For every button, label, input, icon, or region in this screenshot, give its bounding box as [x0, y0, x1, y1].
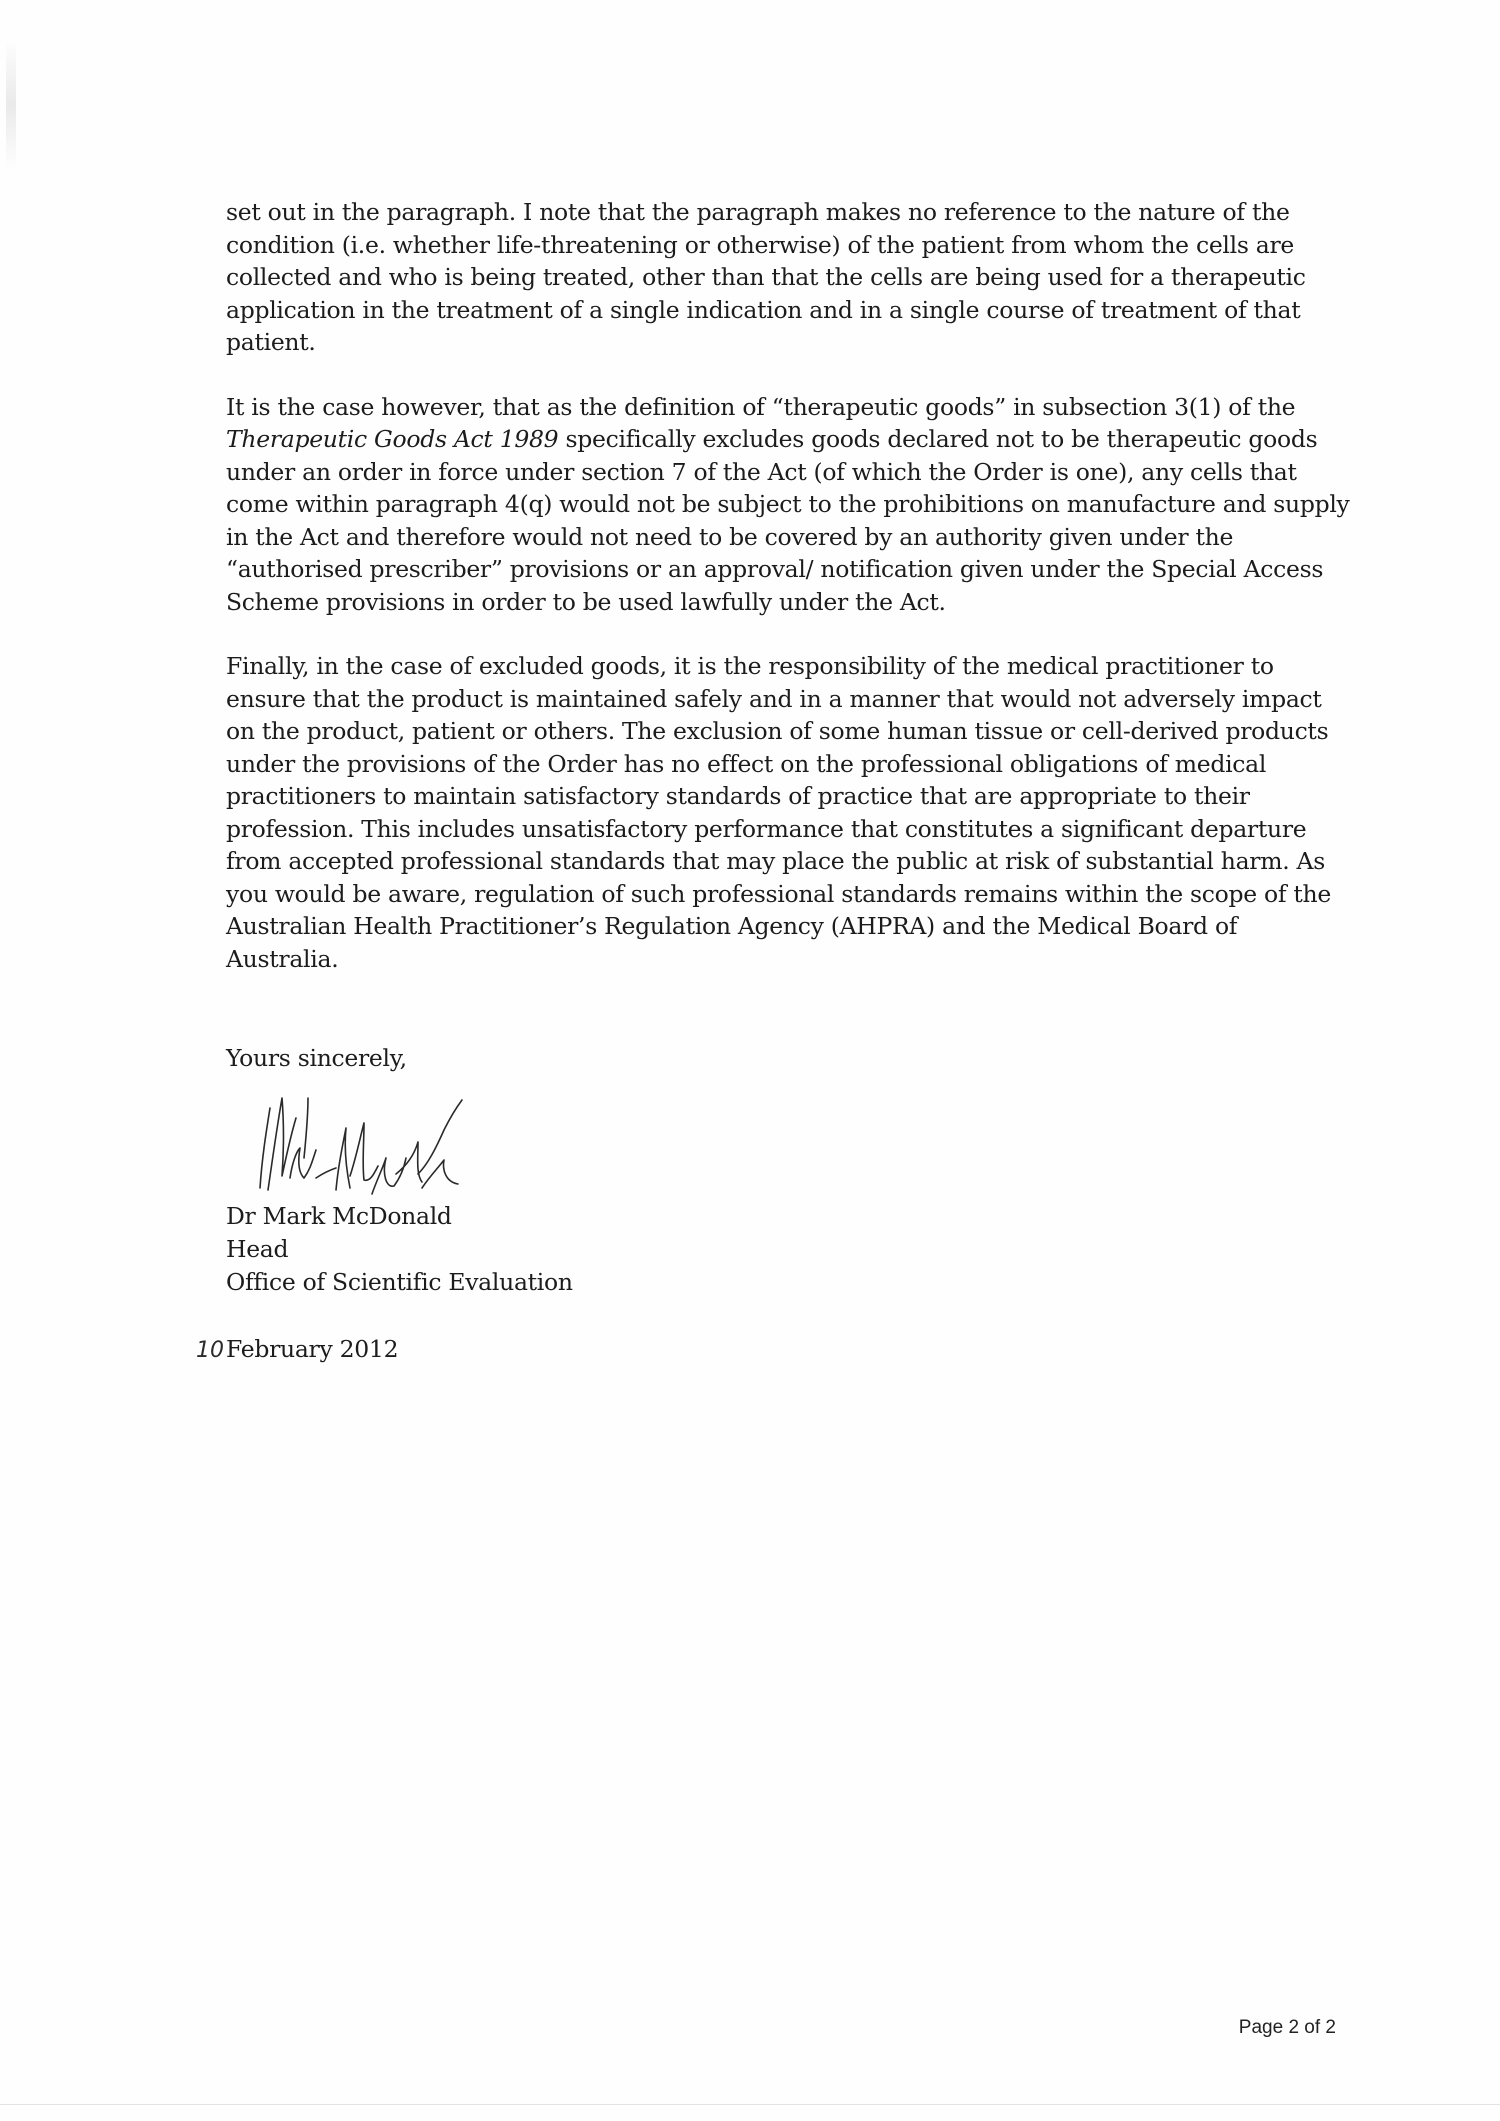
date-month-year: February 2012: [226, 1335, 399, 1363]
closing-salutation: Yours sincerely,: [226, 1044, 407, 1072]
paragraph-2-end: specifically excludes goods declared not to be therapeutic goods under an order in force under section 7 of the Act (of which the Order is one), any cells that come within paragraph 4(q) would not be subject to the prohibitions on manufacture and supply in the Act and therefore would not need to be covered by an authority given under the “authorised prescriber” provisions or an approval/ notification given under the Special Access Scheme provisions in order to be used lawfully under the Act.: [226, 425, 1350, 616]
paragraph-3: Finally, in the case of excluded goods, it is the responsibility of the medical practitioner to ensure that the product is maintained safely and in a manner that would not adversely impact on the product, patient or others. The exclusion of some human tissue or cell-derived products under the provisions of the Order has no effect on the professional obligations of medical practitioners to maintain satisfactory standards of practice that are appropriate to their profession. This includes unsatisfactory performance that constitutes a significant departure from accepted professional standards that may place the public at risk of substantial harm. As you would be aware, regulation of such professional standards remains within the scope of the Australian Health Practitioner’s Regulation Agency (AHPRA) and the Medical Board of Australia.: [226, 652, 1331, 973]
scan-edge-mark: [6, 40, 16, 170]
signature-block: [226, 1200, 573, 1299]
letter-date: [196, 1333, 398, 1367]
handwritten-day: 10: [196, 1338, 224, 1363]
signatory-position: Head: [226, 1235, 289, 1263]
paragraph-2: [226, 391, 1351, 619]
paragraph-1: set out in the paragraph. I note that the paragraph makes no reference to the nature of the condition (i.e. whether life-threatening or otherwise) of the patient from whom the cells are collected and who is being treated, other than that the cells are being used for a therapeutic application in the treatment of a single indication and in a single course of treatment of that patient.: [226, 198, 1306, 356]
signatory-office: Office of Scientific Evaluation: [226, 1268, 573, 1296]
page-bottom-edge: [0, 2104, 1500, 2105]
signatory-name: Dr Mark McDonald: [226, 1202, 452, 1230]
handwritten-signature: [246, 1078, 476, 1208]
act-title: Therapeutic Goods Act 1989: [226, 425, 559, 453]
page-number: Page 2 of 2: [1238, 2017, 1336, 2038]
letter-body: [226, 196, 1351, 1007]
paragraph-2-start: It is the case however, that as the definition of “therapeutic goods” in subsection 3(1) of the: [226, 392, 1296, 421]
